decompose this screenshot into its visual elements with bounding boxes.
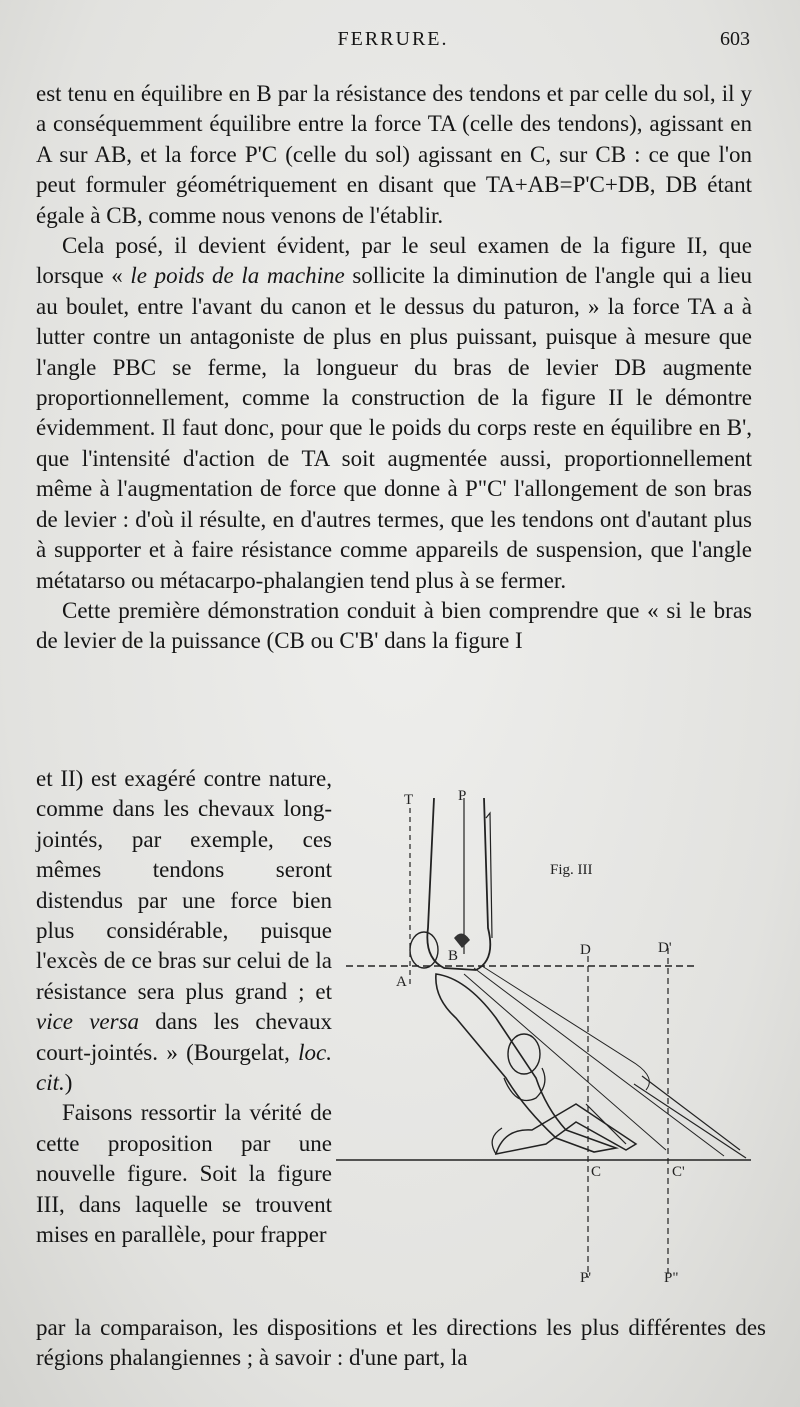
label-d-prime: D' — [658, 940, 672, 956]
paragraph-3: Cette première démonstration conduit à bien comprendre que « si le bras de levier de la puissance (CB ou C'B' dans la figure I — [36, 597, 752, 654]
paragraph-4-continued: par la comparaison, les dispositions et les directions les plus différentes des régions phalangiennes ; à savoir : d'une part, la — [36, 1315, 766, 1371]
page-header — [36, 28, 750, 58]
hoof-wall-line-2 — [642, 1076, 740, 1150]
pastern-line-1 — [464, 974, 666, 1150]
paragraph-4: Faisons ressortir la vérité de cette proposition par une nouvelle figure. Soit la figure III, dans laquelle se trouvent mises en parallèle, pour frapper — [36, 1100, 332, 1248]
page-number: 603 — [720, 28, 750, 50]
paragraph-3-wrap-b: dans les chevaux court-jointés. » (Bourgelat, — [36, 1009, 332, 1065]
main-text-block — [36, 79, 752, 657]
label-d: D — [580, 942, 591, 958]
sesamoid — [410, 932, 438, 968]
coronet-joint — [508, 1034, 540, 1074]
paragraph-3-continued — [36, 764, 332, 1098]
label-c: C — [591, 1164, 602, 1180]
figure-iii-drawing — [336, 778, 756, 1298]
paragraph-2-emphasis: le poids de la machine — [130, 263, 345, 289]
pastern-line-2 — [474, 968, 724, 1156]
label-p-double-prime: P" — [664, 1270, 679, 1286]
running-title: FERRURE. — [337, 28, 449, 50]
figure-iii — [336, 778, 756, 1298]
paragraph-3-wrap-a: et II) est exagéré contre nature, comme dans les chevaux long-jointés, par exemple, ces mêmes tendons seront distendus par une force bien plus considérable, puisque l'excès de ce bras sur celui de la résistance sera plus grand ; et — [36, 766, 332, 1004]
label-p: P — [458, 788, 467, 804]
pastern-bones — [436, 974, 616, 1152]
tail-text-block — [36, 1313, 766, 1374]
paragraph-3-wrap-c: ) — [64, 1070, 73, 1096]
label-t: T — [404, 792, 414, 808]
hoof — [496, 1104, 636, 1154]
label-b: B — [448, 948, 459, 964]
paragraph-2-text-a: Cela posé, il devient évident, par le seul examen de la figure II, que lorsque « — [36, 233, 752, 289]
fetlock-shade — [454, 933, 470, 948]
label-p-prime: P' — [580, 1270, 592, 1286]
label-c-prime: C' — [672, 1164, 685, 1180]
wrapped-text-column — [36, 764, 332, 1251]
paragraph-3-citation: loc. cit. — [36, 1039, 332, 1096]
paragraph-3-wrap-emphasis: vice versa — [36, 1009, 140, 1035]
paragraph-2-text-b: sollicite la diminution de l'angle qui a lieu au boulet, entre l'avant du canon et le dessus du paturon, » la force TA a à lutter contre un antagoniste de plus en plus puissant, puisque à mesure que l'angle PBC se ferme, la longueur du bras de levier DB augmente proportionnellement, comme la construction de la figure II le démontre évidemment. Il faut donc, pour que le poids du corps reste en équilibre en B', que l'intensité d'action de TA soit augmentée aussi, proportionnellement même à l'augmentation de force que donne à P"C' l'allongement de son bras de levier : d'où il résulte, en d'autres termes, que les tendons ont d'autant plus à supporter et à faire résistance comme appareils de suspension, que l'angle métatarso ou métacarpo-phalangien tend plus à se fermer. — [36, 263, 752, 593]
label-a: A — [396, 974, 407, 990]
paragraph-1: est tenu en équilibre en B par la résistance des tendons et par celle du sol, il y a conséquemment équilibre entre la force TA (celle des tendons), agissant en A sur AB, et la force P'C (celle du sol) agissant en C, sur CB : ce que l'on peut formuler géométriquement en disant que TA+AB=P'C+DB, DB étant égale à CB, comme nous venons de l'établir. — [36, 81, 752, 228]
figure-caption: Fig. III — [550, 862, 593, 878]
pastern-line-3 — [482, 966, 649, 1090]
paragraph-2 — [36, 231, 752, 596]
hoof-wall-line — [634, 1084, 746, 1158]
